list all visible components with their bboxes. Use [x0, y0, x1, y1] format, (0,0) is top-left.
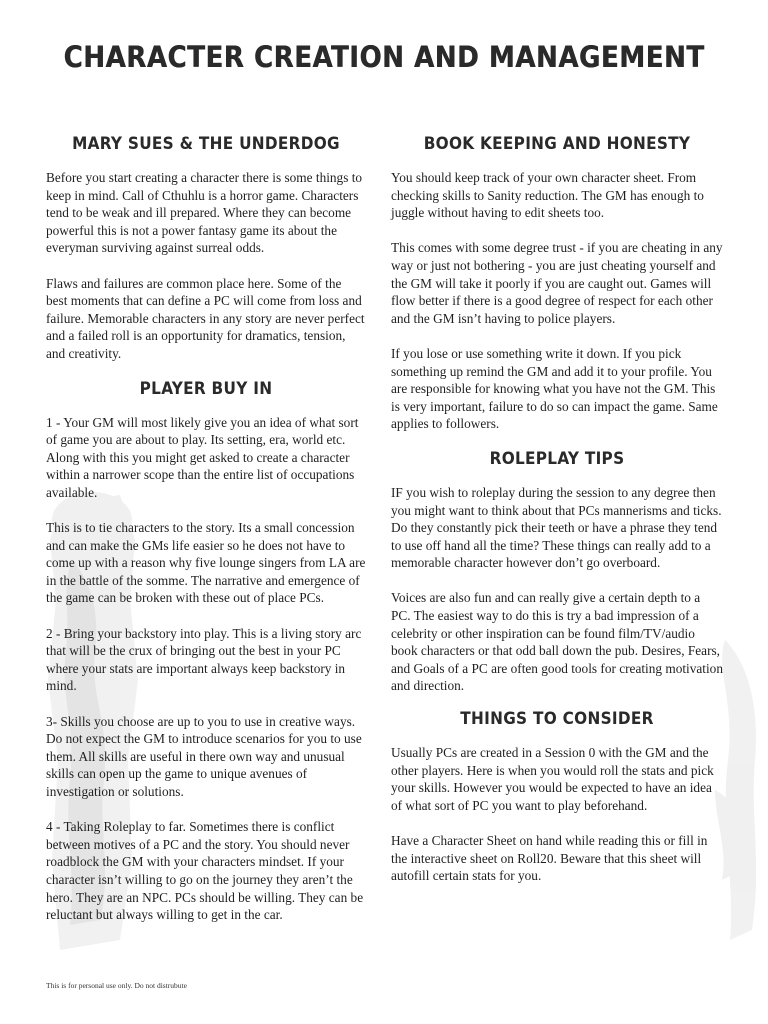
section-heading-roleplay-tips: ROLEPLAY TIPS	[489, 448, 625, 469]
paragraph: Usually PCs are created in a Session 0 with the GM and the other players. Here is when you would roll the stats and pick your skills. However you would be expected to have an idea of what sort of PC you want to play beforehand.	[391, 745, 714, 813]
paragraph: This comes with some degree trust - if you are cheating in any way or just not bothering - you are just cheating yourself and the GM will take it poorly if you are caught out. Games will flow better if there is a good degree of respect for each other and the GM isn’t having to police players.	[391, 240, 723, 326]
paragraph: 2 - Bring your backstory into play. This is a living story arc that will be the crux of bringing out the best in your PC where your stats are important always keep backstory in mind.	[46, 625, 362, 694]
paragraph: 3- Skills you choose are up to you to use in creative ways. Do not expect the GM to introduce scenarios for you to use them. All skills are useful in there own way and unusual skills can open up the game to unique avenues of investigation or solutions.	[46, 713, 362, 799]
paragraph: Flaws and failures are common place here. Some of the best moments that can define a PC will come from loss and failure. Memorable characters in any story are never perfect and a failed roll is an opportunity for dramatics, tension, and creativity.	[46, 275, 365, 361]
right-column	[391, 134, 723, 885]
paragraph: Have a Character Sheet on hand while reading this or fill in the interactive sheet on Roll20. Beware that this sheet will autofill certain stats for you.	[391, 833, 708, 884]
section-heading-mary-sues: MARY SUES & THE UNDERDOG	[72, 134, 340, 154]
paragraph: Before you start creating a character there is some things to keep in mind. Call of Cthuhlu is a horror game. Characters tend to be weak and ill prepared. Where they can become powerful this is not a power fantasy game its about the everyman surviving against surreal odds.	[46, 170, 363, 256]
paragraph: This is to tie characters to the story. Its a small concession and can make the GMs life easier so he does not have to come up with a reason why five lounge singers from LA are in the battle of the somme. The narrative and emergence of the game can be broken with these out of place PCs.	[46, 520, 366, 606]
section-heading-player-buy-in: PLAYER BUY IN	[139, 378, 273, 399]
footer-note: This is for personal use only. Do not distrubute	[46, 981, 187, 990]
paragraph: IF you wish to roleplay during the session to any degree then you might want to think about that PCs mannerisms and ticks. Do they constantly pick their teeth or have a phrase they tend to use off hand all the time? These things can really add to a memorable character however don’t go overboard.	[391, 484, 722, 571]
section-heading-book-keeping: BOOK KEEPING AND HONESTY	[423, 134, 691, 154]
page-title: CHARACTER CREATION AND MANAGEMENT	[63, 40, 705, 74]
paragraph: 4 - Taking Roleplay to far. Sometimes there is conflict between motives of a PC and the story. You should never roadblock the GM with your characters mindset. If your character isn’t willing to go on the journey they aren’t the hero. They are an NPC. PCs should be willing. They can be reluctant but always willing to get in the car.	[46, 819, 364, 923]
paragraph: Voices are also fun and can really give a certain depth to a PC. The easiest way to do this is try a bad impression of a celebrity or other inspiration can be found film/TV/audio book characters or that odd ball down the pub. Desires, Fears, and Goals of a PC are often good tools for creating motivation and direction.	[391, 590, 723, 694]
paragraph: 1 - Your GM will most likely give you an idea of what sort of game you are about to play. Its setting, era, world etc. Along with this you might get asked to create a character within a narrower scope than the entire list of occupations available.	[46, 414, 359, 500]
left-column	[46, 134, 366, 924]
paragraph: You should keep track of your own character sheet. From checking skills to Sanity reduction. The GM has enough to juggle without having to edit sheets too.	[391, 170, 704, 221]
section-heading-things-to-consider: THINGS TO CONSIDER	[460, 709, 654, 730]
paragraph: If you lose or use something write it down. If you pick something up remind the GM and add it to your profile. You are responsible for knowing what you have not the GM. This is very important, failure to do so can impact the game. Same applies to followers.	[391, 345, 718, 432]
